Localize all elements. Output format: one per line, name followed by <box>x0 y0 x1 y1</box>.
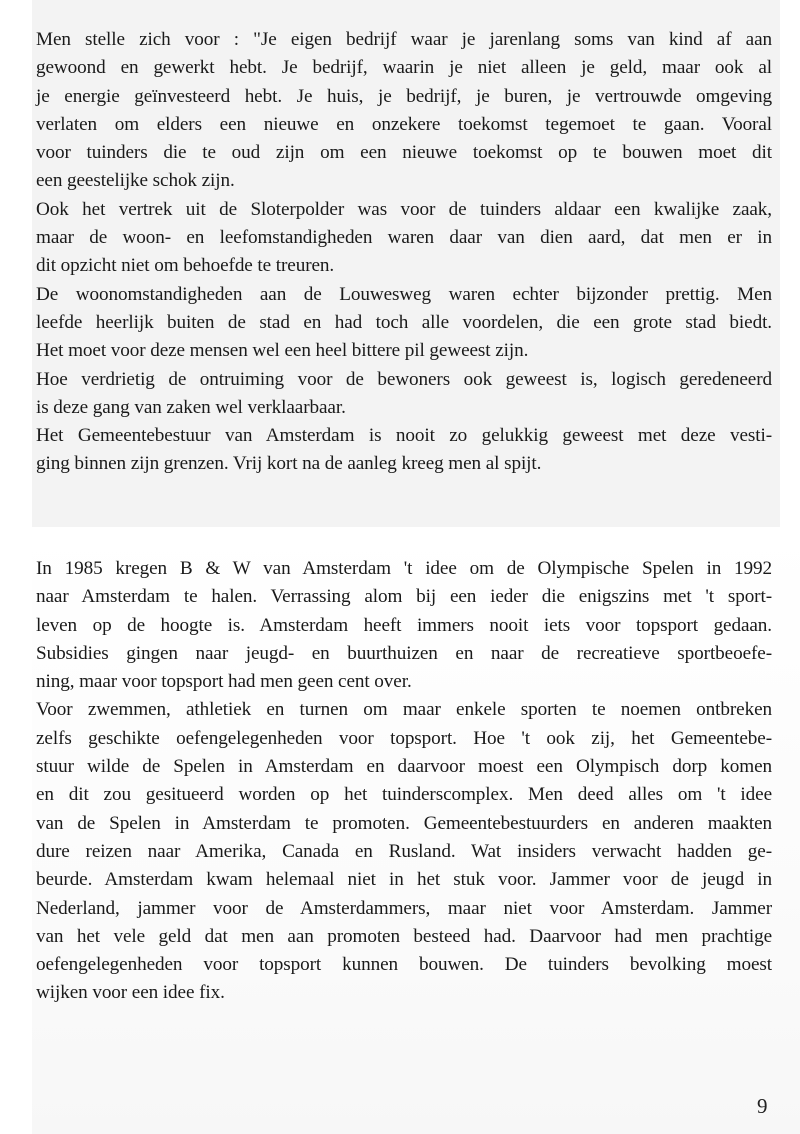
text-line: Voor zwemmen, athletiek en turnen om maar enkele sporten te noemen ontbreken <box>36 699 772 721</box>
text-line: verlaten om elders een nieuwe en onzekere toekomst tegemoet te gaan. Vooral <box>36 113 772 135</box>
text-line: stuur wilde de Spelen in Amsterdam en daarvoor moest een Olympisch dorp komen <box>36 756 772 778</box>
text-line: beurde. Amsterdam kwam helemaal niet in het stuk voor. Jammer voor de jeugd in <box>36 869 772 891</box>
text-line: Ook het vertrek uit de Sloterpolder was voor de tuinders aldaar een kwalijke zaak, <box>36 198 772 220</box>
text-line: voor tuinders die te oud zijn om een nieuwe toekomst op te bouwen moet dit <box>36 142 772 164</box>
text-line: In 1985 kregen B & W van Amsterdam 't idee om de Olympische Spelen in 1992 <box>36 558 772 579</box>
text-line: van het vele geld dat men aan promoten besteed had. Daarvoor had men prachtige <box>36 925 772 947</box>
text-line: ging binnen zijn grenzen. Vrij kort na de aanleg kreeg men al spijt. <box>36 453 542 475</box>
text-line: leven op de hoogte is. Amsterdam heeft immers nooit iets voor topsport gedaan. <box>36 614 772 636</box>
text-line: zelfs geschikte oefengelegenheden voor topsport. Hoe 't ook zij, het Gemeentebe- <box>36 727 772 749</box>
text-line: Het Gemeentebestuur van Amsterdam is nooit zo gelukkig geweest met deze vesti- <box>36 425 772 447</box>
text-line: Subsidies gingen naar jeugd- en buurthuizen en naar de recreatieve sportbeoefe- <box>36 642 772 664</box>
text-line: een geestelijke schok zijn. <box>36 170 235 192</box>
text-line: van de Spelen in Amsterdam te promoten. Gemeentebestuurders en anderen maakten <box>36 812 772 834</box>
text-line: De woonomstandigheden aan de Louwesweg waren echter bijzonder prettig. Men <box>36 283 772 305</box>
section-bottom-text <box>36 555 772 1008</box>
text-line: leefde heerlijk buiten de stad en had toch alle voordelen, die een grote stad biedt. <box>36 311 772 333</box>
text-line: is deze gang van zaken wel verklaarbaar. <box>36 396 346 418</box>
text-line: dit opzicht niet om behoefde te treuren. <box>36 255 335 277</box>
text-line: oefengelegenheden voor topsport kunnen bouwen. De tuinders bevolking moest <box>36 954 772 976</box>
page-number: 9 <box>757 1094 768 1118</box>
text-line: je energie geïnvesteerd hebt. Je huis, je bedrijf, je buren, je vertrouwde omgeving <box>36 85 772 107</box>
text-line: maar de woon- en leefomstandigheden waren daar van dien aard, dat men er in <box>36 227 772 249</box>
text-line: gewoond en gewerkt hebt. Je bedrijf, waarin je niet alleen je geld, maar ook al <box>36 57 772 79</box>
text-line: dure reizen naar Amerika, Canada en Rusland. Wat insiders verwacht hadden ge- <box>36 840 772 862</box>
text-line: en dit zou gesitueerd worden op het tuinderscomplex. Men deed alles om 't idee <box>36 784 772 806</box>
text-line: Het moet voor deze mensen wel een heel bittere pil geweest zijn. <box>36 340 529 362</box>
text-line: ning, maar voor topsport had men geen cent over. <box>36 671 412 693</box>
text-line: wijken voor een idee fix. <box>36 982 225 1004</box>
text-line: naar Amsterdam te halen. Verrassing alom bij een ieder die enigszins met 't sport- <box>36 586 772 608</box>
text-line: Hoe verdrietig de ontruiming voor de bewoners ook geweest is, logisch geredeneerd <box>36 368 772 390</box>
text-line: Nederland, jammer voor de Amsterdammers, maar niet voor Amsterdam. Jammer <box>36 897 772 919</box>
section-top-text <box>36 26 772 479</box>
text-line: Men stelle zich voor : "Je eigen bedrijf waar je jarenlang soms van kind af aan <box>36 29 772 50</box>
